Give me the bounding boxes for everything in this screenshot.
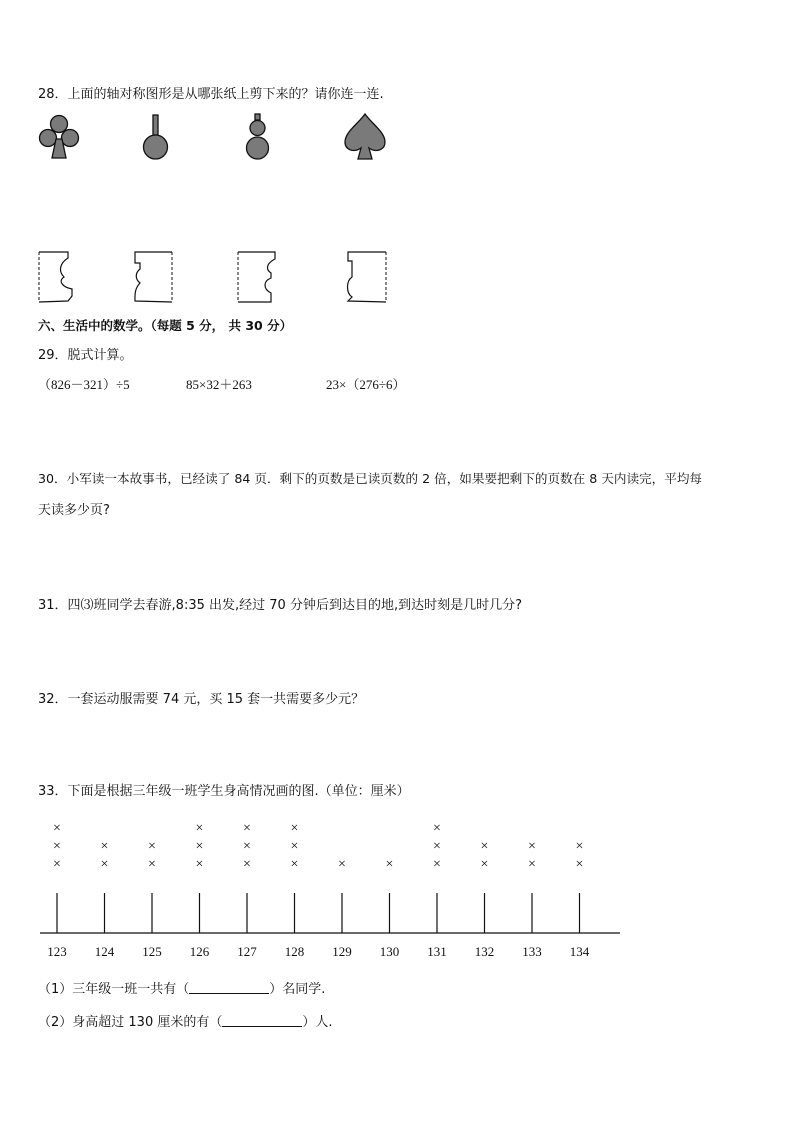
tick-label-133: 133 (522, 944, 542, 959)
data-mark-125-1: × (148, 857, 156, 872)
gourd-icon (243, 112, 273, 162)
tick-label-128: 128 (284, 944, 305, 959)
tick-label-134: 134 (569, 944, 590, 959)
q28-text: 28．上面的轴对称图形是从哪张纸上剪下来的？请你连一连. (38, 87, 384, 102)
data-mark-128-2: × (290, 839, 299, 854)
tick-label-127: 127 (237, 944, 257, 959)
q33-sub1 (38, 978, 325, 997)
q33-sub1-answer-blank[interactable] (189, 981, 269, 994)
q32-text: 32．一套运动服需要 74 元，买 15 套一共需要多少元？ (38, 692, 365, 707)
data-mark-131-2: × (433, 839, 441, 854)
q31-text: 31．四⑶班同学去春游,8:35 出发,经过 70 分钟后到达目的地,到达时刻是几时几分? (38, 598, 522, 613)
tick-label-130: 130 (379, 944, 400, 959)
paper-cut-3 (237, 251, 279, 303)
data-mark-129-1: × (338, 857, 346, 872)
q30-text-line1: 30．小军读一本故事书，已经读了 84 页．剩下的页数是已读页数的 2 倍，如果要把剩下的页数在 8 天内读完，平均每 (38, 471, 703, 486)
data-mark-132-1: × (480, 857, 489, 872)
paper-cut-1 (38, 251, 78, 303)
q33-sub1-before: （1）三年级一班一共有（ (38, 982, 190, 997)
paper-cut-4 (344, 251, 388, 303)
tick-label-126: 126 (189, 944, 210, 959)
tick-label-123: 123 (47, 944, 67, 959)
q33-text: 33．下面是根据三年级一班学生身高情况画的图.（单位：厘米） (38, 784, 410, 799)
q33-sub2 (38, 1011, 333, 1030)
tick-label-129: 129 (332, 944, 352, 959)
q29-expr-2: 85×32＋263 (186, 377, 252, 392)
data-mark-123-1: × (53, 857, 61, 872)
racket-icon (140, 113, 172, 163)
height-dot-plot (0, 800, 794, 970)
section-title: 六、生活中的数学。（每题 5 分， 共 30 分） (38, 318, 293, 333)
club-icon (38, 113, 80, 161)
data-mark-128-3: × (290, 821, 299, 836)
data-mark-127-2: × (243, 839, 251, 854)
q33-sub2-after: ）人. (302, 1015, 333, 1030)
data-mark-126-3: × (195, 821, 204, 836)
tick-label-124: 124 (94, 944, 115, 959)
data-mark-125-2: × (148, 839, 156, 854)
data-mark-130-1: × (385, 857, 394, 872)
data-mark-133-2: × (528, 839, 536, 854)
data-mark-127-3: × (243, 821, 251, 836)
tick-label-131: 131 (427, 944, 447, 959)
q29-text: 29．脱式计算。 (38, 348, 133, 363)
data-mark-124-2: × (100, 839, 109, 854)
data-mark-128-1: × (290, 857, 299, 872)
q33-sub1-after: ）名同学. (269, 982, 326, 997)
data-mark-127-1: × (243, 857, 251, 872)
data-mark-134-1: × (575, 857, 584, 872)
data-mark-123-2: × (53, 839, 61, 854)
data-mark-126-1: × (195, 857, 204, 872)
data-mark-131-3: × (433, 821, 441, 836)
data-mark-123-3: × (53, 821, 61, 836)
paper-cut-2 (132, 251, 174, 303)
tick-label-132: 132 (474, 944, 495, 959)
data-mark-132-2: × (480, 839, 489, 854)
q30-text-line2: 天读多少页? (38, 503, 110, 518)
data-mark-126-2: × (195, 839, 204, 854)
q33-sub2-before: （2）身高超过 130 厘米的有（ (38, 1015, 223, 1030)
q29-expr-3: 23×（276÷6） (326, 377, 406, 392)
data-mark-124-1: × (100, 857, 109, 872)
tick-label-125: 125 (142, 944, 162, 959)
data-mark-131-1: × (433, 857, 441, 872)
q33-sub2-answer-blank[interactable] (222, 1014, 302, 1027)
spade-icon (342, 112, 388, 162)
data-mark-133-1: × (528, 857, 536, 872)
q29-expr-1: （826－321）÷5 (38, 377, 130, 392)
data-mark-134-2: × (575, 839, 584, 854)
